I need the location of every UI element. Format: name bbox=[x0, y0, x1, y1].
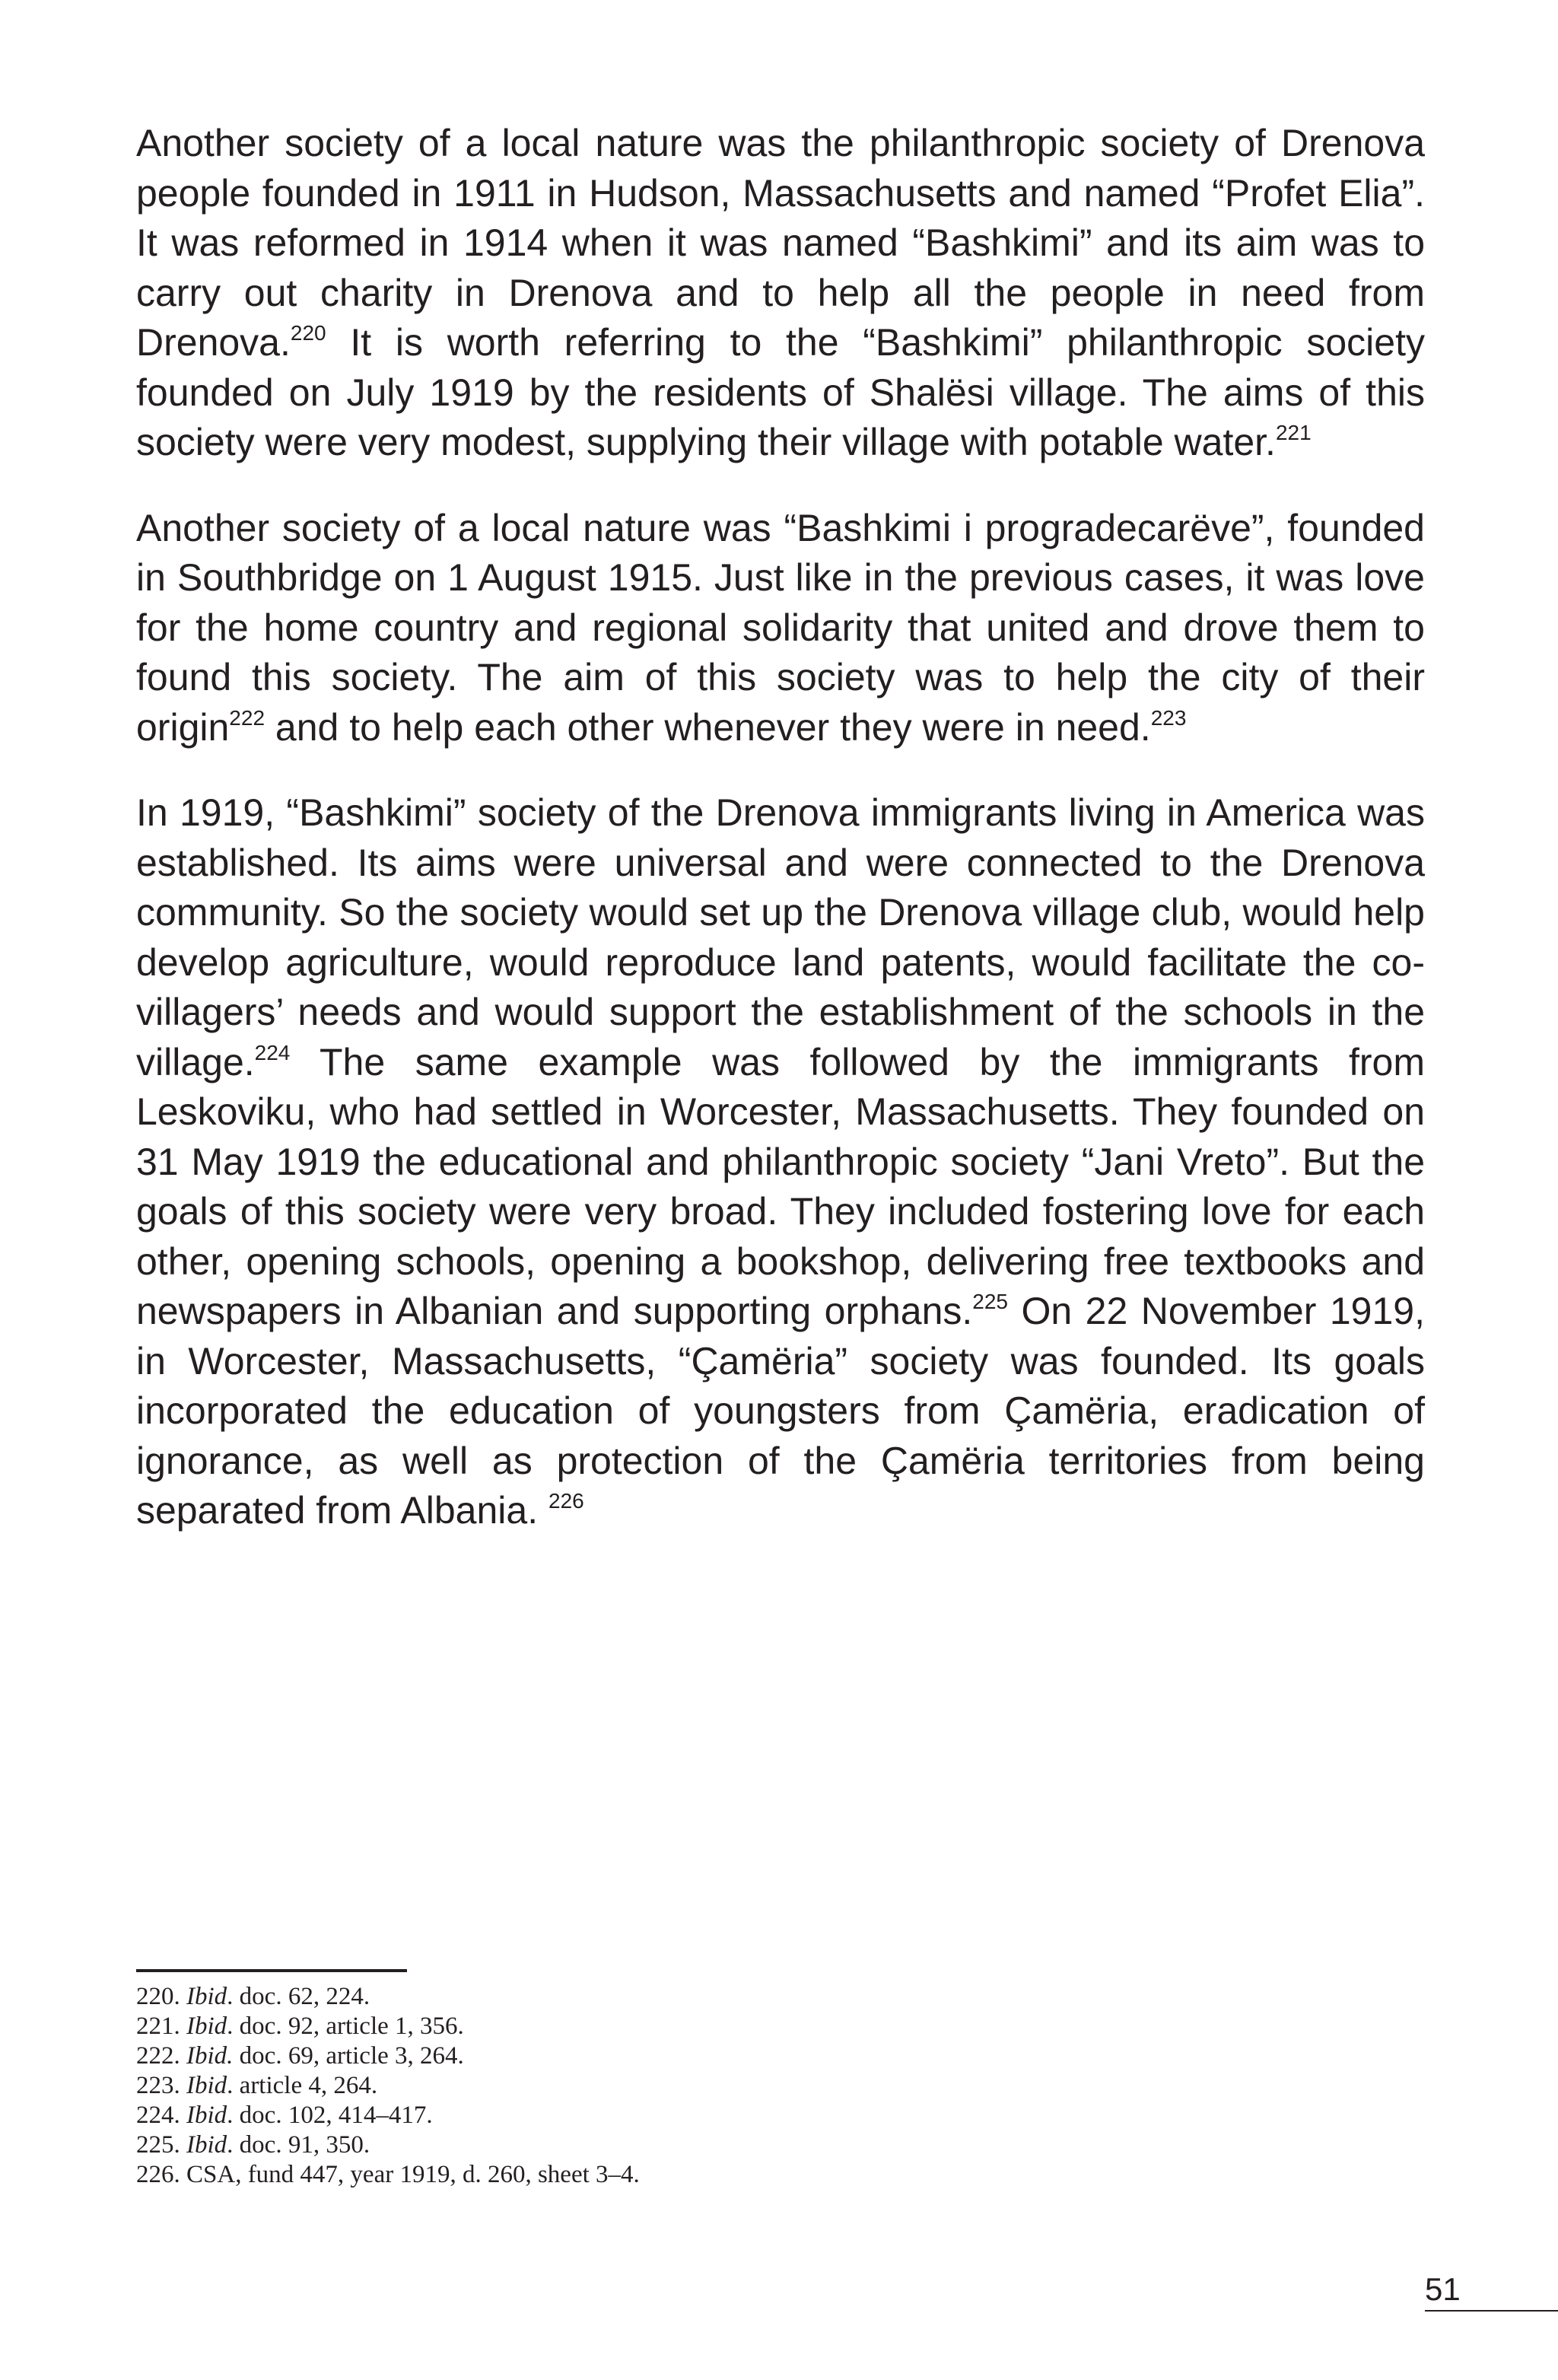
footnote-number: 225. bbox=[136, 2131, 180, 2159]
footnote-reference: 220 bbox=[290, 321, 326, 345]
footnote-citation: . article 4, 264. bbox=[227, 2072, 378, 2099]
footnote-number: 220. bbox=[136, 1983, 180, 2010]
footnote-citation: CSA, fund 447, year 1919, d. 260, sheet 3–4. bbox=[186, 2161, 640, 2188]
footnote-number: 224. bbox=[136, 2102, 180, 2129]
paragraph-text: On 22 November 1919, in Worcester, Massachusetts, “Çamëria” society was founded. Its goals incorporated the education of youngsters from Çamëria, eradication of ignorance, as well as protection of the Çamëria territories from being separated from Albania. bbox=[136, 1290, 1425, 1532]
paragraph-text: and to help each other whenever they were in need. bbox=[265, 705, 1151, 749]
footnote-separator bbox=[136, 1969, 407, 1972]
paragraph bbox=[136, 119, 1425, 468]
paragraph-text: It is worth referring to the “Bashkimi” philanthropic society founded on July 1919 by the residents of Shalësi village. The aims of this society were very modest, supplying their village with potable water. bbox=[136, 321, 1425, 463]
footnote-number: 226. bbox=[136, 2161, 180, 2188]
paragraph bbox=[136, 788, 1425, 1536]
page-number: 51 bbox=[1425, 2271, 1461, 2307]
footnote-citation: . doc. 91, 350. bbox=[227, 2131, 370, 2159]
footnote bbox=[136, 2130, 1277, 2160]
footnote-number: 223. bbox=[136, 2072, 180, 2099]
footnote-reference: 224 bbox=[254, 1040, 291, 1064]
footnote-reference: 222 bbox=[229, 705, 265, 730]
paragraph-text: Another society of a local nature was the philanthropic society of Drenova people founded in 1911 in Hudson, Massachusetts and named “Profet Elia”. It was reformed in 1914 when it was named “Bashkimi” and its aim was to carry out charity in Drenova and to help all the people in need from Drenova. bbox=[136, 122, 1425, 364]
footnote bbox=[136, 2160, 1277, 2190]
footnote-reference: 223 bbox=[1150, 705, 1187, 730]
footnote-source-italic: Ibid. bbox=[186, 2042, 234, 2070]
footnotes bbox=[136, 1982, 1277, 2190]
paragraph-text: Another society of a local nature was “Bashkimi i progradecarëve”, founded in Southbridge on 1 August 1915. Just like in the previous cases, it was love for the home country and regional solidarity that united and drove them to found this society. The aim of this society was to help the city of their origin bbox=[136, 506, 1425, 749]
footnote-source-italic: Ibid bbox=[186, 2072, 227, 2099]
footnote-citation: . doc. 62, 224. bbox=[227, 1983, 370, 2010]
footnote-reference: 225 bbox=[972, 1290, 1008, 1313]
footnote bbox=[136, 1982, 1277, 2012]
footnote-reference: 221 bbox=[1275, 421, 1312, 444]
footnote-source-italic: Ibid bbox=[186, 2102, 227, 2129]
footnote-number: 221. bbox=[136, 2013, 180, 2040]
footnote bbox=[136, 2101, 1277, 2130]
footnote bbox=[136, 2041, 1277, 2071]
footnote bbox=[136, 2012, 1277, 2041]
page-number-rule bbox=[1425, 2310, 1558, 2312]
footnote-source-italic: Ibid bbox=[186, 2013, 227, 2040]
footnote bbox=[136, 2071, 1277, 2101]
footnote-source-italic: Ibid bbox=[186, 1983, 227, 2010]
paragraph-text: In 1919, “Bashkimi” society of the Drenova immigrants living in America was established. Its aims were universal and were connected to the Drenova community. So the society would set up the Drenova village club, would help develop agriculture, would reproduce land patents, would facilitate the co-villagers’ needs and would support the establishment of the schools in the village. bbox=[136, 791, 1425, 1083]
paragraph bbox=[136, 504, 1425, 753]
footnote-reference: 226 bbox=[548, 1489, 584, 1513]
footnote-source-italic: Ibid bbox=[186, 2131, 227, 2159]
footnote-number: 222. bbox=[136, 2042, 180, 2070]
footnote-citation: doc. 69, article 3, 264. bbox=[233, 2042, 464, 2070]
paragraph-text: The same example was followed by the immigrants from Leskoviku, who had settled in Worcester, Massachusetts. They founded on 31 May 1919 the educational and philanthropic society “Jani Vreto”. But the goals of this society were very broad. They included fostering love for each other, opening schools, opening a bookshop, delivering free textbooks and newspapers in Albanian and supporting orphans. bbox=[136, 1040, 1425, 1332]
main-text bbox=[136, 119, 1425, 1572]
footnote-citation: . doc. 92, article 1, 356. bbox=[227, 2013, 464, 2040]
footnote-citation: . doc. 102, 414–417. bbox=[227, 2102, 433, 2129]
